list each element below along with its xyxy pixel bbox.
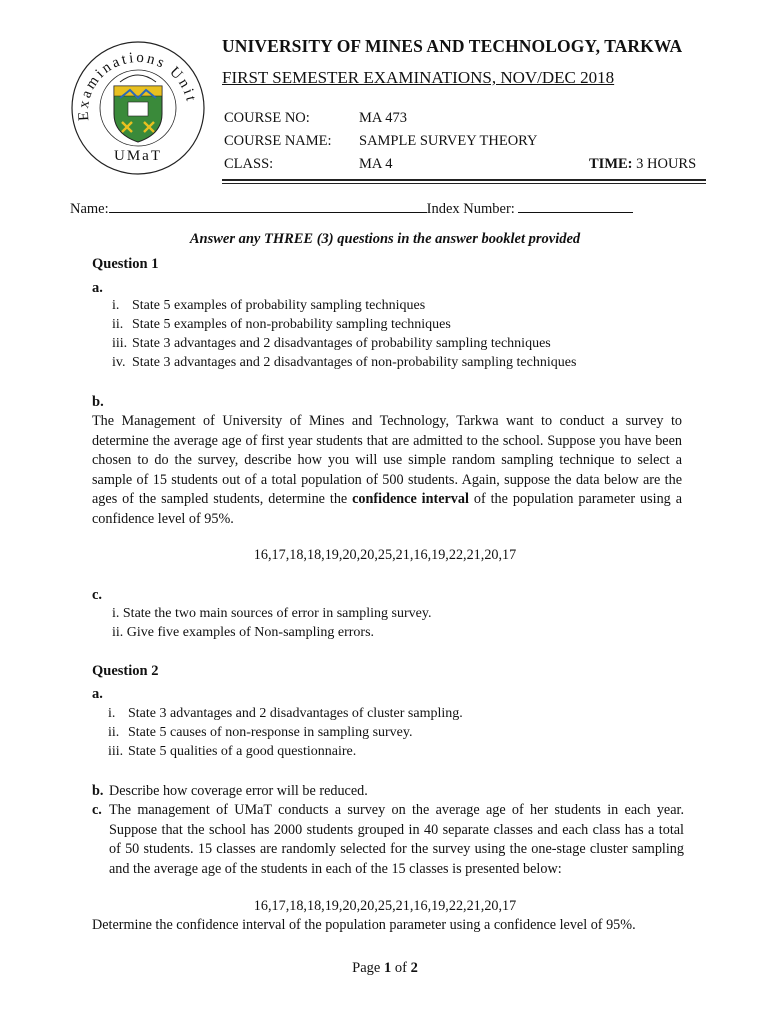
time-value: 3 HOURS (636, 156, 697, 172)
list-item: ii. Give five examples of Non-sampling errors. (112, 625, 375, 640)
course-no-value: MA 473 (359, 110, 407, 126)
question-2b-text: Describe how coverage error will be reduced. (109, 783, 368, 799)
list-item: i. State the two main sources of error in sampling survey. (112, 606, 432, 621)
crest-shield-icon (114, 75, 162, 142)
question-1b-label: b. (92, 394, 104, 410)
question-2c (92, 801, 684, 879)
total-pages: 2 (410, 960, 418, 976)
header-rule-thick (222, 179, 706, 181)
exam-title: FIRST SEMESTER EXAMINATIONS, NOV/DEC 2018 (222, 68, 615, 87)
seal-ring-text: Examinations Unit (75, 49, 200, 122)
list-item: iv. State 3 advantages and 2 disadvantages of non-probability sampling techniques (112, 355, 577, 370)
question-2c-conclusion: Determine the confidence interval of the population parameter using a confidence level of 95%. (92, 917, 636, 933)
class-value: MA 4 (359, 156, 393, 172)
time-info (589, 156, 696, 173)
student-info-line (70, 200, 633, 218)
name-label: Name: (70, 201, 109, 217)
index-number-label: Index Number: (426, 201, 515, 217)
umat-examinations-unit-seal (68, 38, 208, 178)
list-item: i. State 3 advantages and 2 disadvantages of cluster sampling. (108, 706, 463, 721)
question-2c-label: c. (92, 802, 102, 818)
list-item: i. State 5 examples of probability sampling techniques (112, 298, 426, 313)
question-2c-data: 16,17,18,18,19,20,20,25,21,16,19,22,21,20,17 (253, 898, 517, 914)
university-title: UNIVERSITY OF MINES AND TECHNOLOGY, TARKWA (222, 36, 683, 56)
page-footer: Page 1 of 2 (352, 960, 418, 976)
list-item: iii. State 3 advantages and 2 disadvantages of probability sampling techniques (112, 336, 551, 351)
header-rule-thin (222, 183, 706, 184)
question-2c-text: The management of UMaT conducts a survey on the average age of her students in each year. Suppose that the school has 2000 students grouped in 40 separate classes and each class has a total of 50 students. 15 classes are randomly selected for the survey using the one-stage cluster sampling and the average age of the students in each of the 15 classes is presented below: (109, 802, 684, 877)
question-2a-label: a. (92, 686, 103, 702)
name-blank[interactable] (109, 200, 427, 213)
question-2b (92, 782, 684, 802)
list-item: ii. State 5 causes of non-response in sampling survey. (108, 725, 413, 740)
question-1b-text: The Management of University of Mines and Technology, Tarkwa want to conduct a survey to determine the average age of first year students that are admitted to the school. Suppose you have been chosen to do the survey, describe how you will use simple random sampling technique to select a sample of 15 students out of a total population of 500 students. Again, suppose the data below are the ages of the sampled students, determine the confidence interval of the population parameter using a confidence level of 95%. (92, 413, 682, 527)
course-name-label: COURSE NAME: (224, 133, 332, 149)
class-label: CLASS: (224, 156, 274, 172)
time-label: TIME: (589, 156, 633, 172)
emphasis-confidence-interval: confidence interval (352, 491, 469, 507)
course-no-label: COURSE NO: (224, 110, 310, 126)
list-item: iii. State 5 qualities of a good questionnaire. (108, 744, 357, 759)
question-2b-label: b. (92, 783, 104, 799)
question-2-title: Question 2 (92, 663, 159, 679)
question-1-title: Question 1 (92, 256, 159, 272)
index-number-blank[interactable] (518, 200, 633, 213)
seal-bottom-text: UMaT (114, 148, 162, 164)
question-1c-label: c. (92, 587, 103, 603)
course-name-value: SAMPLE SURVEY THEORY (359, 133, 538, 149)
current-page: 1 (383, 960, 392, 976)
list-item: ii. State 5 examples of non-probability sampling techniques (112, 317, 451, 332)
question-1a-label: a. (92, 280, 103, 296)
instructions: Answer any THREE (3) questions in the answer booklet provided (189, 231, 581, 247)
question-1b-data: 16,17,18,18,19,20,20,25,21,16,19,22,21,20,17 (253, 547, 517, 563)
